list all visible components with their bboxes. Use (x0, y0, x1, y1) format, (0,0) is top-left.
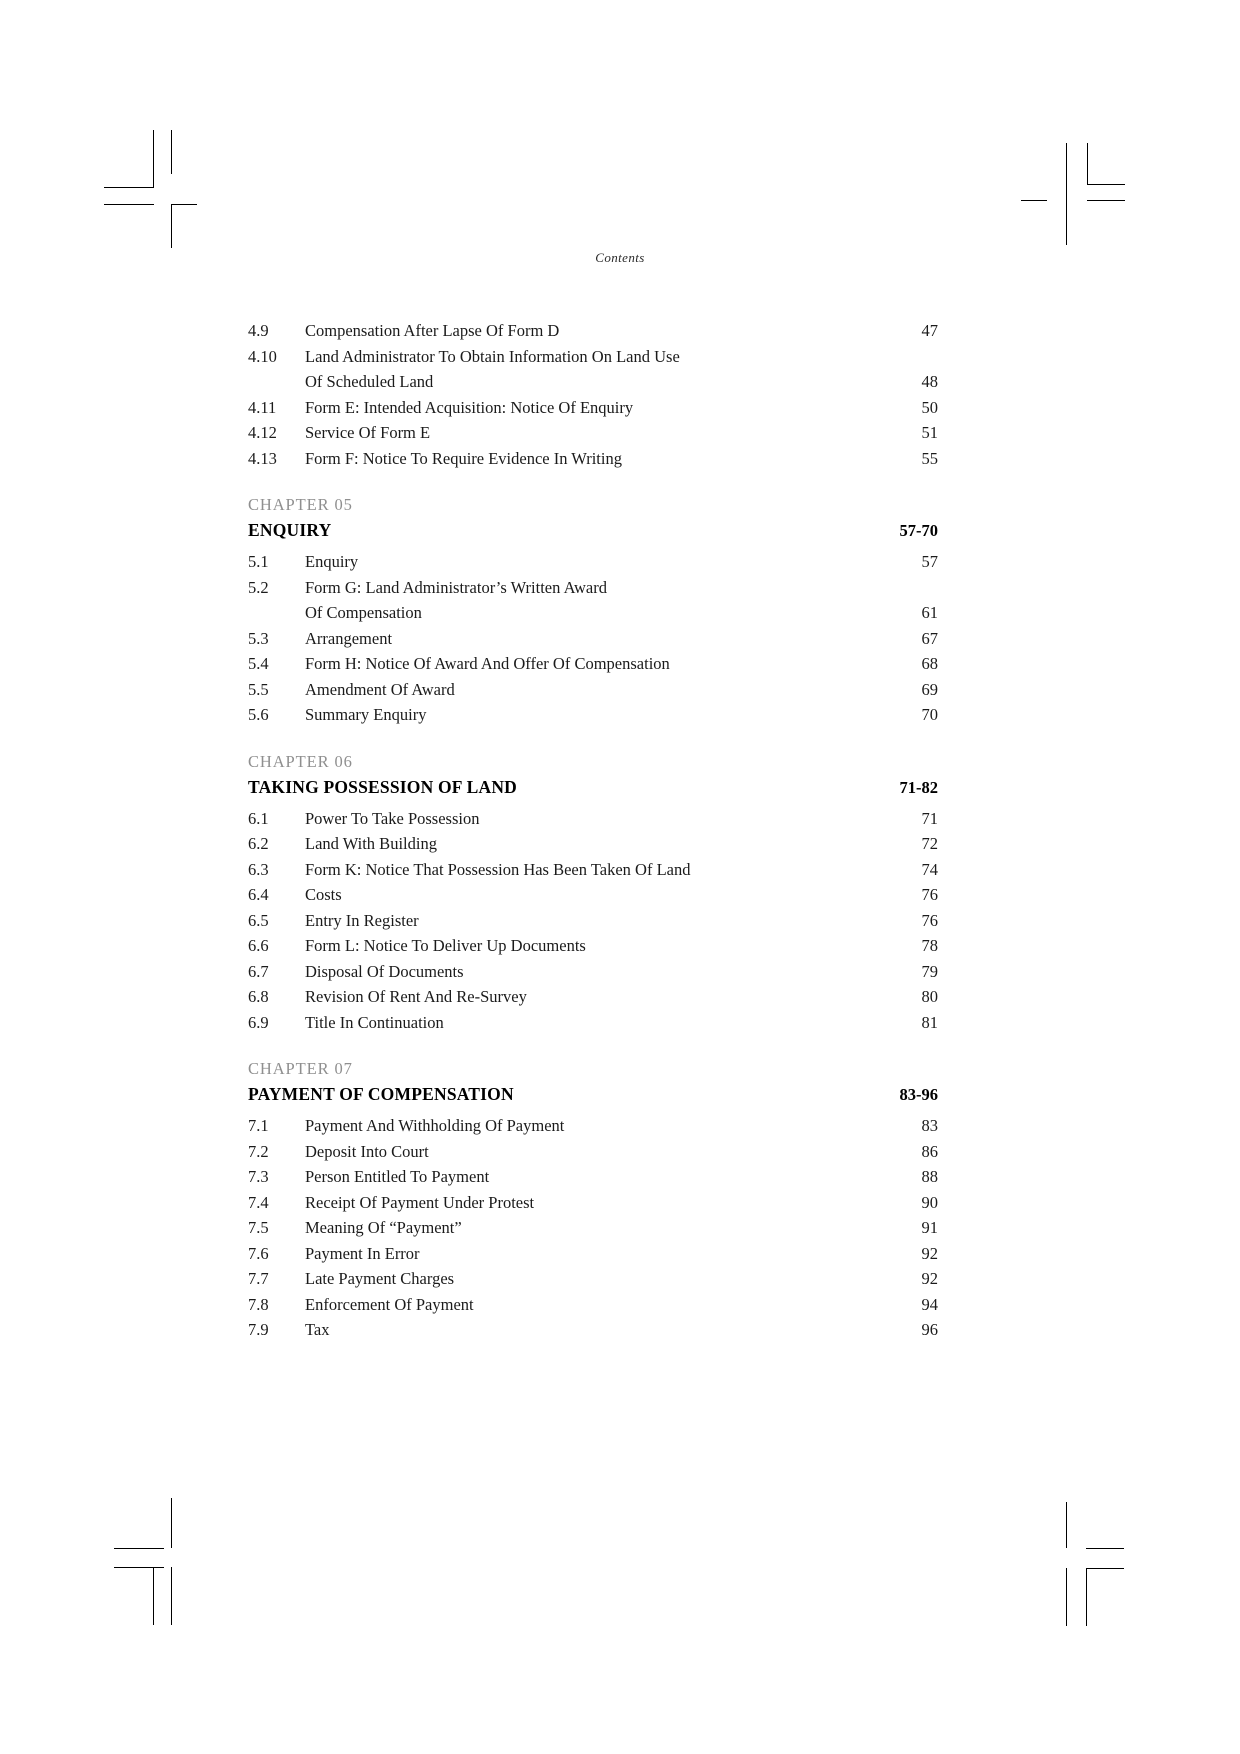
toc-entry-title (305, 806, 858, 832)
toc-entry-title-line1: Deposit Into Court (305, 1141, 429, 1161)
toc-entry-number: 4.9 (248, 321, 269, 340)
chapter-page-range: 71-82 (899, 777, 938, 797)
toc-entry-title-line1: Receipt Of Payment Under Protest (305, 1192, 535, 1212)
toc-entry-title-line1: Payment And Withholding Of Payment (305, 1116, 565, 1135)
toc-entry-page-number: 90 (921, 1192, 938, 1212)
toc-entry-title (305, 549, 858, 575)
toc-entry-title-line1: Power To Take Possession (305, 808, 480, 828)
toc-entry-title (305, 626, 858, 652)
toc-entry-title-line1: Summary Enquiry (305, 705, 427, 724)
chapter-page-range: 83-96 (899, 1085, 938, 1104)
toc-entry-title-line1: Form H: Notice Of Award And Offer Of Compensation (305, 654, 670, 673)
chapter-page-range: 57-70 (899, 521, 938, 540)
chapter-title: PAYMENT OF COMPENSATION (248, 1084, 514, 1104)
toc-entry-title (305, 446, 858, 472)
toc-entry-page-number: 74 (921, 859, 938, 879)
toc-entry-page-number: 68 (921, 654, 938, 673)
toc-entry-number: 7.8 (248, 1294, 269, 1314)
toc-entry-title (305, 1292, 858, 1318)
toc-entry-number: 5.2 (248, 577, 269, 597)
toc-entry-title-line1: Revision Of Rent And Re-Survey (305, 987, 527, 1006)
toc-entry-title-line1: Form E: Intended Acquisition: Notice Of Enquiry (305, 397, 634, 417)
toc-entry[interactable] (248, 651, 938, 677)
toc-entry-title (305, 831, 858, 857)
toc-entry-number: 6.2 (248, 834, 269, 853)
toc-entry-title-line1: Payment In Error (305, 1243, 420, 1263)
toc-entry-number: 5.1 (248, 552, 269, 571)
toc-entry-title-line1: Meaning Of “Payment” (305, 1218, 462, 1237)
toc-entry-title (305, 984, 858, 1010)
toc-entry-title-line1: Service Of Form E (305, 423, 431, 442)
toc-entry-page-number: 76 (921, 910, 938, 930)
toc-entry-number: 4.10 (248, 346, 277, 366)
toc-entry-title-line1: Late Payment Charges (305, 1269, 455, 1288)
toc-entry[interactable] (248, 1139, 938, 1165)
toc-entry-page-number: 94 (921, 1294, 938, 1314)
toc-entry-title (305, 395, 858, 421)
toc-entry-title (305, 908, 858, 934)
toc-entry-title (305, 933, 858, 959)
toc-entry-number: 6.3 (248, 859, 269, 879)
toc-entry-number: 5.4 (248, 654, 269, 673)
toc-entry-title (305, 857, 858, 883)
chapter-label: CHAPTER 05 (248, 495, 353, 514)
toc-entry-title-line2: Of Compensation (305, 603, 422, 622)
toc-entry-number: 5.3 (248, 628, 269, 648)
toc-entry-page-number: 61 (921, 603, 938, 622)
toc-entry-title-line2: Of Scheduled Land (305, 372, 434, 391)
toc-entry[interactable] (248, 1241, 938, 1267)
chapter-title-row[interactable] (248, 517, 938, 544)
toc-entry-title (305, 420, 858, 446)
toc-entry-title (305, 651, 858, 677)
toc-entry-title-line1: Disposal Of Documents (305, 961, 464, 981)
chapter-title-row[interactable] (248, 1081, 938, 1108)
toc-entry-page-number: 83 (921, 1116, 938, 1135)
toc-entry-page-number: 51 (921, 423, 938, 442)
toc-entry-title (305, 702, 858, 728)
toc-entry-number: 7.3 (248, 1167, 269, 1186)
toc-entry-title-line1: Compensation After Lapse Of Form D (305, 321, 560, 340)
toc-entry[interactable] (248, 882, 938, 908)
chapter-heading-group (248, 750, 938, 801)
chapter-heading-group (248, 493, 938, 544)
toc-entry-number: 6.7 (248, 961, 269, 981)
toc-entry-title-line1: Costs (305, 885, 342, 904)
toc-entry-number: 6.8 (248, 987, 269, 1006)
toc-entry-title-line1: Enforcement Of Payment (305, 1294, 474, 1314)
toc-entry-title-line1: Form L: Notice To Deliver Up Documents (305, 936, 586, 955)
toc-entry-number: 6.5 (248, 910, 269, 930)
toc-entry[interactable] (248, 318, 938, 344)
toc-entry-number: 4.12 (248, 423, 277, 442)
toc-entry-title-line1: Form K: Notice That Possession Has Been Taken Of Land (305, 859, 691, 879)
toc-entry[interactable] (248, 857, 938, 883)
toc-entry-number: 7.4 (248, 1192, 269, 1212)
toc-entry-title (305, 1317, 858, 1343)
toc-entry-page-number: 96 (921, 1320, 938, 1339)
toc-entry-title (305, 1139, 858, 1165)
toc-entry-title-line1: Enquiry (305, 552, 359, 571)
toc-entry[interactable] (248, 806, 938, 832)
toc-entry-page-number: 69 (921, 679, 938, 699)
toc-entry-page-number: 76 (921, 885, 938, 904)
toc-entry-page-number: 91 (921, 1218, 938, 1237)
toc-entry[interactable] (248, 344, 938, 395)
toc-entry[interactable] (248, 677, 938, 703)
toc-entry[interactable] (248, 1215, 938, 1241)
toc-entry-title (305, 677, 858, 703)
toc-entry[interactable] (248, 702, 938, 728)
toc-entry-title (305, 1113, 858, 1139)
toc-entry-page-number: 81 (921, 1012, 938, 1032)
toc-entry-title-line1: Form G: Land Administrator’s Written Award (305, 577, 607, 597)
toc-entry-page-number: 92 (921, 1243, 938, 1263)
toc-entry-title (305, 318, 858, 344)
toc-entry[interactable] (248, 908, 938, 934)
toc-entry-page-number: 79 (921, 961, 938, 981)
toc-entry-title-line1: Amendment Of Award (305, 679, 455, 699)
toc-entry-title-line1: Entry In Register (305, 910, 419, 930)
toc-entry-page-number: 86 (921, 1141, 938, 1161)
toc-entry-number: 5.6 (248, 705, 269, 724)
toc-entry-number: 7.2 (248, 1141, 269, 1161)
toc-entry-number: 7.6 (248, 1243, 269, 1263)
toc-entry-title (305, 1190, 858, 1216)
toc-entry-title (305, 344, 858, 395)
toc-entry-number: 7.7 (248, 1269, 269, 1288)
chapter-title-row[interactable] (248, 774, 938, 801)
toc-entry[interactable] (248, 1317, 938, 1343)
toc-entry[interactable] (248, 1010, 938, 1036)
toc-entry-number: 7.5 (248, 1218, 269, 1237)
toc-entry-title-line1: Arrangement (305, 628, 393, 648)
toc-entry[interactable] (248, 575, 938, 626)
toc-entry-number: 4.11 (248, 397, 277, 417)
toc-entry-title (305, 1010, 858, 1036)
toc-entry[interactable] (248, 1164, 938, 1190)
chapter-label: CHAPTER 07 (248, 1059, 353, 1078)
chapter-title: ENQUIRY (248, 520, 332, 540)
toc-entry-title (305, 1241, 858, 1267)
toc-entry-page-number: 78 (921, 936, 938, 955)
toc-entry-title (305, 882, 858, 908)
toc-entry-page-number: 55 (921, 448, 938, 468)
toc-entry[interactable] (248, 831, 938, 857)
toc-entry-title (305, 959, 858, 985)
toc-entry-number: 5.5 (248, 679, 269, 699)
toc-entry-number: 6.9 (248, 1012, 269, 1032)
toc-entry-title (305, 575, 858, 626)
toc-entry-number: 4.13 (248, 448, 277, 468)
toc-entry[interactable] (248, 959, 938, 985)
running-head-contents: Contents (595, 250, 645, 265)
toc-entry[interactable] (248, 933, 938, 959)
toc-entry[interactable] (248, 549, 938, 575)
toc-entry-page-number: 67 (921, 628, 938, 648)
toc-entry-page-number: 70 (921, 705, 938, 724)
toc-entry[interactable] (248, 1292, 938, 1318)
toc-entry[interactable] (248, 1113, 938, 1139)
toc-entry-page-number: 88 (921, 1167, 938, 1186)
chapter-heading-group (248, 1057, 938, 1108)
toc-entry-title-line1: Title In Continuation (305, 1012, 444, 1032)
toc-entry[interactable] (248, 1190, 938, 1216)
toc-entry-title-line1: Form F: Notice To Require Evidence In Writing (305, 448, 622, 468)
toc-entry-page-number: 80 (921, 987, 938, 1006)
toc-entry-title (305, 1164, 858, 1190)
toc-entry-page-number: 50 (921, 397, 938, 417)
toc-entry-number: 6.6 (248, 936, 269, 955)
toc-entry[interactable] (248, 446, 938, 472)
toc-entry-page-number: 47 (921, 321, 938, 340)
toc-entry-number: 6.1 (248, 808, 269, 828)
toc-entry-page-number: 92 (921, 1269, 938, 1288)
toc-entry[interactable] (248, 420, 938, 446)
toc-entry-page-number: 57 (921, 552, 938, 571)
toc-entry-page-number: 71 (921, 808, 938, 828)
toc-entry-title (305, 1266, 858, 1292)
toc-entry-number: 7.9 (248, 1320, 269, 1339)
toc-entry[interactable] (248, 395, 938, 421)
toc-entry-page-number: 72 (921, 834, 938, 853)
toc-entry-title-line1: Person Entitled To Payment (305, 1167, 490, 1186)
chapter-title: TAKING POSSESSION OF LAND (248, 776, 518, 797)
toc-entry-page-number: 48 (921, 372, 938, 391)
toc-entry[interactable] (248, 984, 938, 1010)
table-of-contents (248, 318, 938, 1343)
toc-entry-title-line1: Land Administrator To Obtain Information On Land Use (305, 346, 680, 366)
toc-entry-title-line1: Land With Building (305, 834, 437, 853)
toc-entry[interactable] (248, 626, 938, 652)
toc-entry-title-line1: Tax (305, 1320, 330, 1339)
chapter-label: CHAPTER 06 (248, 751, 353, 771)
toc-entry[interactable] (248, 1266, 938, 1292)
toc-entry-title (305, 1215, 858, 1241)
toc-entry-number: 6.4 (248, 885, 269, 904)
toc-entry-number: 7.1 (248, 1116, 269, 1135)
